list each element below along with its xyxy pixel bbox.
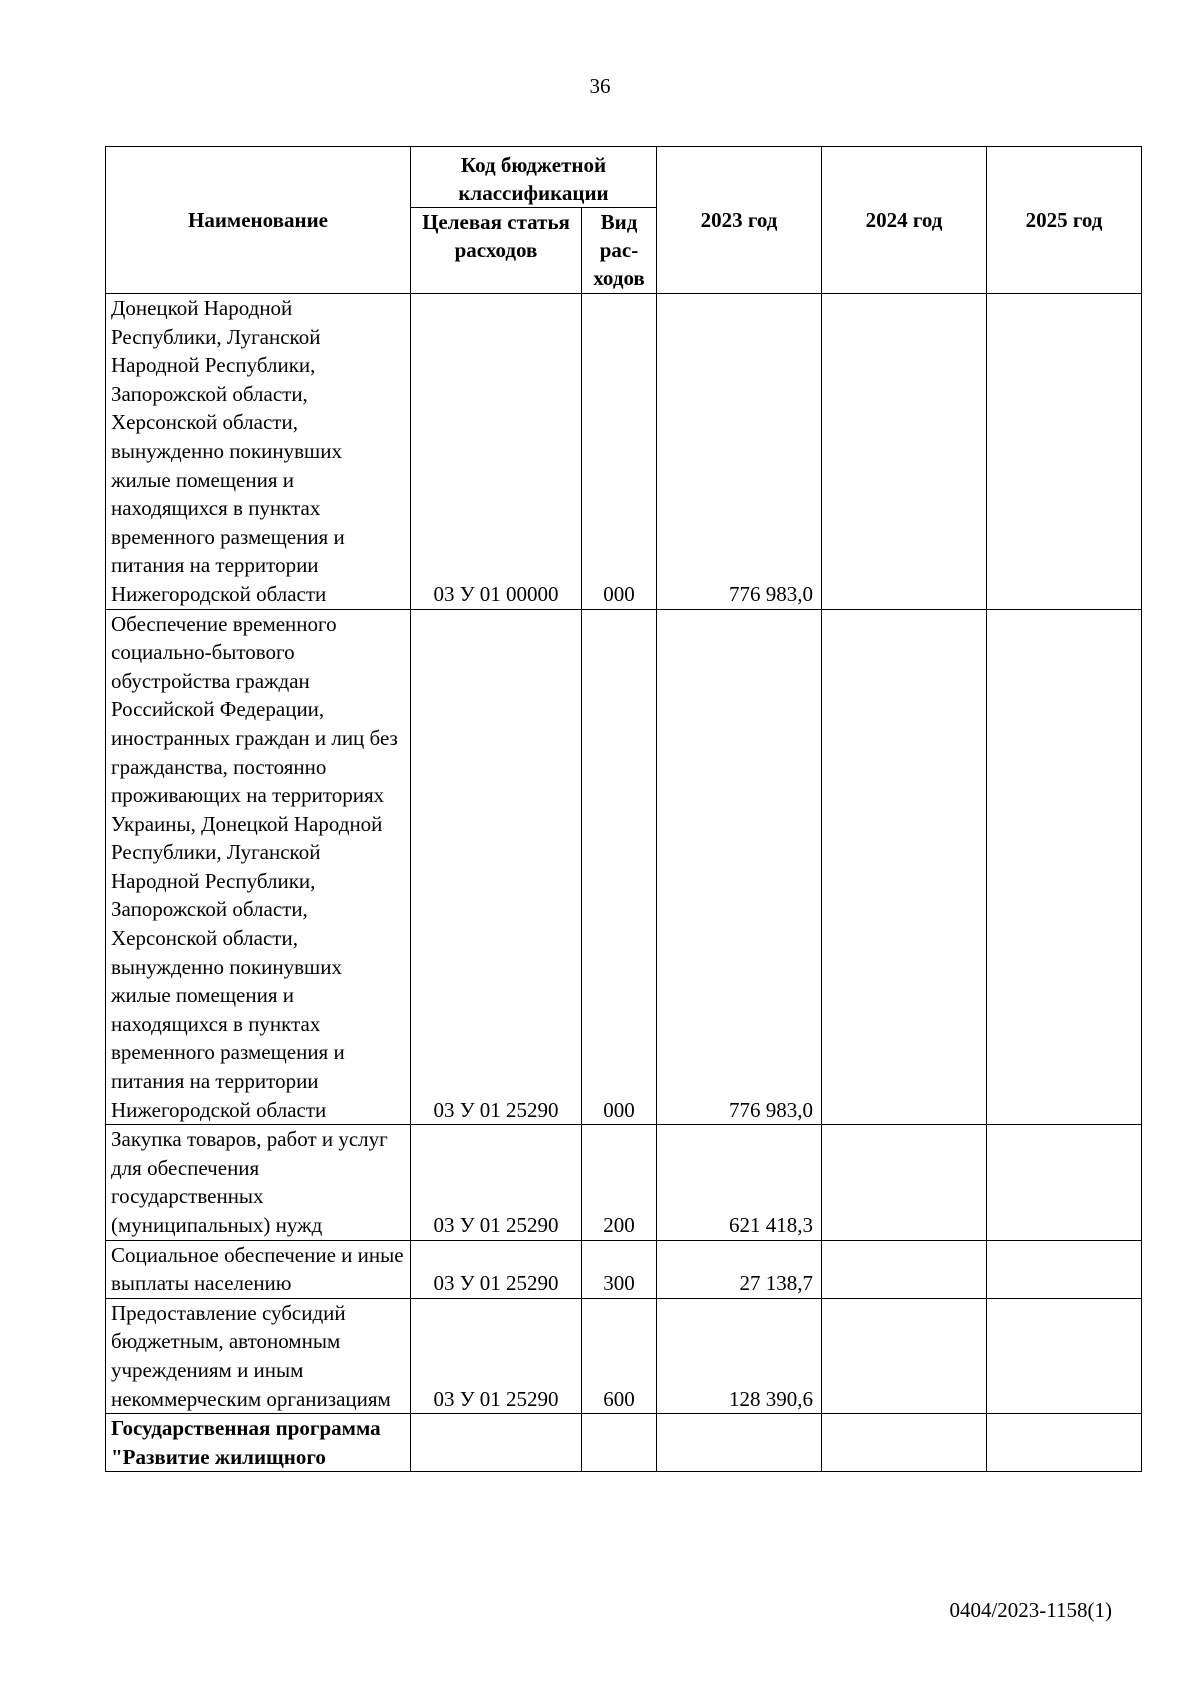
header-classification: Код бюджетной классификации	[411, 147, 657, 208]
row-expense-type: 000	[582, 294, 657, 610]
header-year-2023: 2023 год	[657, 147, 822, 294]
table-row	[106, 1125, 1142, 1240]
row-target-article: 03 У 01 25290	[411, 1125, 582, 1240]
row-name: Обеспечение временного социально-бытового обустройства граждан Российской Федерации, иностранных граждан и лиц без гражданства, постоянно проживающих на территориях Украины, Донецкой Народной Республики, Луганской Народной Республики, Запорожской области, Херсонской области, вынужденно покинувших жилые помещения и находящихся в пунктах временного размещения и питания на территории Нижегородской области	[106, 609, 411, 1125]
row-amount-2023: 776 983,0	[657, 294, 822, 610]
row-expense-type: 300	[582, 1240, 657, 1298]
row-target-article	[411, 1414, 582, 1472]
row-expense-type: 000	[582, 609, 657, 1125]
row-amount-2025	[987, 294, 1142, 610]
document-id: 0404/2023-1158(1)	[949, 1598, 1112, 1622]
header-year-2025: 2025 год	[987, 147, 1142, 294]
row-target-article: 03 У 01 00000	[411, 294, 582, 610]
header-target-article: Целевая статья расходов	[411, 208, 582, 294]
row-expense-type: 600	[582, 1298, 657, 1413]
row-name: Донецкой Народной Республики, Луганской Народной Республики, Запорожской области, Херсонской области, вынужденно покинувших жилые помещения и находящихся в пунктах временного размещения и питания на территории Нижегородской области	[106, 294, 411, 610]
row-amount-2024	[822, 1240, 987, 1298]
row-amount-2024	[822, 294, 987, 610]
row-amount-2023: 27 138,7	[657, 1240, 822, 1298]
header-expense-type: Вид рас-ходов	[582, 208, 657, 294]
row-target-article: 03 У 01 25290	[411, 1298, 582, 1413]
table-row	[106, 294, 1142, 610]
row-amount-2023	[657, 1414, 822, 1472]
budget-table	[105, 146, 1142, 1472]
row-amount-2025	[987, 1298, 1142, 1413]
row-name: Социальное обеспечение и иные выплаты населению	[106, 1240, 411, 1298]
row-target-article: 03 У 01 25290	[411, 1240, 582, 1298]
row-amount-2025	[987, 1414, 1142, 1472]
table-row	[106, 609, 1142, 1125]
row-amount-2023: 776 983,0	[657, 609, 822, 1125]
row-amount-2025	[987, 1240, 1142, 1298]
table-row	[106, 1414, 1142, 1472]
row-name: Государственная программа "Развитие жилищного	[106, 1414, 411, 1472]
row-amount-2024	[822, 1298, 987, 1413]
row-expense-type: 200	[582, 1125, 657, 1240]
header-year-2024: 2024 год	[822, 147, 987, 294]
row-amount-2023: 621 418,3	[657, 1125, 822, 1240]
row-amount-2023: 128 390,6	[657, 1298, 822, 1413]
row-expense-type	[582, 1414, 657, 1472]
row-amount-2025	[987, 609, 1142, 1125]
row-amount-2025	[987, 1125, 1142, 1240]
row-target-article: 03 У 01 25290	[411, 609, 582, 1125]
table-row	[106, 1298, 1142, 1413]
row-amount-2024	[822, 1414, 987, 1472]
header-name: Наименование	[106, 147, 411, 294]
row-name: Закупка товаров, работ и услуг для обеспечения государственных (муниципальных) нужд	[106, 1125, 411, 1240]
row-amount-2024	[822, 609, 987, 1125]
row-name: Предоставление субсидий бюджетным, автономным учреждениям и иным некоммерческим организациям	[106, 1298, 411, 1413]
page-number: 36	[589, 74, 611, 98]
table-row	[106, 1240, 1142, 1298]
row-amount-2024	[822, 1125, 987, 1240]
